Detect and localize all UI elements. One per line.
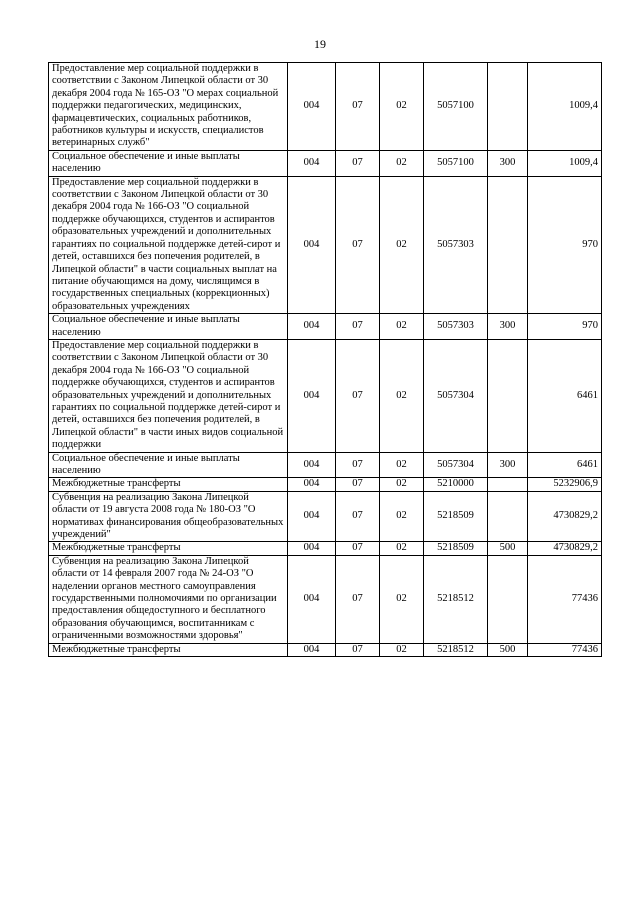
table-row <box>49 542 602 555</box>
target-article-code-cell: 5218512 <box>424 643 488 656</box>
amount-cell: 6461 <box>528 339 602 452</box>
item-name-cell: Предоставление мер социальной поддержки в соответствии с Законом Липецкой области от 30 декабря 2004 года № 166-ОЗ "О социальной поддержке обучающихся, студентов и аспирантов образовательных учреждений и дополнительных гарантиях по социальной поддержке детей-сирот и детей, оставшихся без попечения родителей, в Липецкой области" в части иных видов социальной поддержки <box>49 339 288 452</box>
expense-type-code-cell <box>488 478 528 491</box>
target-article-code-cell: 5210000 <box>424 478 488 491</box>
expense-type-code-cell <box>488 63 528 151</box>
subsection-code-cell: 02 <box>380 542 424 555</box>
section-code-cell: 07 <box>336 491 380 542</box>
amount-cell: 1009,4 <box>528 63 602 151</box>
department-code-cell: 004 <box>288 176 336 313</box>
expense-type-code-cell: 300 <box>488 452 528 478</box>
subsection-code-cell: 02 <box>380 555 424 643</box>
table-body <box>49 63 602 657</box>
department-code-cell: 004 <box>288 555 336 643</box>
expense-type-code-cell <box>488 176 528 313</box>
section-code-cell: 07 <box>336 63 380 151</box>
item-name-cell: Социальное обеспечение и иные выплаты населению <box>49 452 288 478</box>
target-article-code-cell: 5057304 <box>424 339 488 452</box>
expense-type-code-cell: 500 <box>488 542 528 555</box>
subsection-code-cell: 02 <box>380 314 424 340</box>
amount-cell: 5232906,9 <box>528 478 602 491</box>
item-name-cell: Субвенция на реализацию Закона Липецкой области от 19 августа 2008 года № 180-ОЗ "О нормативах финансирования общеобразовательных учреждений" <box>49 491 288 542</box>
amount-cell: 77436 <box>528 555 602 643</box>
expense-type-code-cell: 300 <box>488 150 528 176</box>
subsection-code-cell: 02 <box>380 643 424 656</box>
target-article-code-cell: 5057100 <box>424 150 488 176</box>
target-article-code-cell: 5218509 <box>424 491 488 542</box>
item-name-cell: Межбюджетные трансферты <box>49 643 288 656</box>
target-article-code-cell: 5057100 <box>424 63 488 151</box>
amount-cell: 6461 <box>528 452 602 478</box>
section-code-cell: 07 <box>336 643 380 656</box>
target-article-code-cell: 5218509 <box>424 542 488 555</box>
subsection-code-cell: 02 <box>380 176 424 313</box>
subsection-code-cell: 02 <box>380 150 424 176</box>
table-row <box>49 176 602 313</box>
subsection-code-cell: 02 <box>380 491 424 542</box>
table-row <box>49 643 602 656</box>
expense-type-code-cell <box>488 491 528 542</box>
table-row <box>49 491 602 542</box>
section-code-cell: 07 <box>336 314 380 340</box>
amount-cell: 1009,4 <box>528 150 602 176</box>
target-article-code-cell: 5218512 <box>424 555 488 643</box>
department-code-cell: 004 <box>288 491 336 542</box>
department-code-cell: 004 <box>288 339 336 452</box>
table-row <box>49 63 602 151</box>
item-name-cell: Предоставление мер социальной поддержки в соответствии с Законом Липецкой области от 30 декабря 2004 года № 165-ОЗ "О мерах социальной поддержки педагогических, медицинских, фармацевтических, социальных работников, работников культуры и искусств, специалистов ветеринарных служб" <box>49 63 288 151</box>
expense-type-code-cell <box>488 555 528 643</box>
amount-cell: 970 <box>528 314 602 340</box>
item-name-cell: Социальное обеспечение и иные выплаты населению <box>49 314 288 340</box>
budget-table <box>48 62 602 657</box>
department-code-cell: 004 <box>288 314 336 340</box>
department-code-cell: 004 <box>288 643 336 656</box>
table-row <box>49 339 602 452</box>
department-code-cell: 004 <box>288 542 336 555</box>
target-article-code-cell: 5057303 <box>424 314 488 340</box>
section-code-cell: 07 <box>336 478 380 491</box>
table-row <box>49 314 602 340</box>
section-code-cell: 07 <box>336 176 380 313</box>
department-code-cell: 004 <box>288 63 336 151</box>
subsection-code-cell: 02 <box>380 452 424 478</box>
table-row <box>49 452 602 478</box>
expense-type-code-cell <box>488 339 528 452</box>
page-number: 19 <box>314 37 326 51</box>
amount-cell: 970 <box>528 176 602 313</box>
expense-type-code-cell: 300 <box>488 314 528 340</box>
section-code-cell: 07 <box>336 452 380 478</box>
expense-type-code-cell: 500 <box>488 643 528 656</box>
subsection-code-cell: 02 <box>380 339 424 452</box>
section-code-cell: 07 <box>336 555 380 643</box>
item-name-cell: Межбюджетные трансферты <box>49 478 288 491</box>
target-article-code-cell: 5057304 <box>424 452 488 478</box>
department-code-cell: 004 <box>288 452 336 478</box>
table-row <box>49 150 602 176</box>
target-article-code-cell: 5057303 <box>424 176 488 313</box>
table-row <box>49 478 602 491</box>
amount-cell: 4730829,2 <box>528 491 602 542</box>
table-row <box>49 555 602 643</box>
section-code-cell: 07 <box>336 339 380 452</box>
subsection-code-cell: 02 <box>380 63 424 151</box>
subsection-code-cell: 02 <box>380 478 424 491</box>
amount-cell: 77436 <box>528 643 602 656</box>
item-name-cell: Межбюджетные трансферты <box>49 542 288 555</box>
item-name-cell: Социальное обеспечение и иные выплаты населению <box>49 150 288 176</box>
section-code-cell: 07 <box>336 542 380 555</box>
department-code-cell: 004 <box>288 150 336 176</box>
item-name-cell: Субвенция на реализацию Закона Липецкой области от 14 февраля 2007 года № 24-ОЗ "О наделении органов местного самоуправления государственными полномочиями по организации предоставления общедоступного и бесплатного образования обучающимся, воспитанникам с ограниченными возможностями здоровья" <box>49 555 288 643</box>
section-code-cell: 07 <box>336 150 380 176</box>
department-code-cell: 004 <box>288 478 336 491</box>
item-name-cell: Предоставление мер социальной поддержки в соответствии с Законом Липецкой области от 30 декабря 2004 года № 166-ОЗ "О социальной поддержке обучающихся, студентов и аспирантов образовательных учреждений и дополнительных гарантиях по социальной поддержке детей-сирот и детей, оставшихся без попечения родителей, в Липецкой области" в части социальных выплат на питание обучающимся на дому, числящимся в государственных специальных (коррекционных) образовательных учреждениях <box>49 176 288 313</box>
amount-cell: 4730829,2 <box>528 542 602 555</box>
